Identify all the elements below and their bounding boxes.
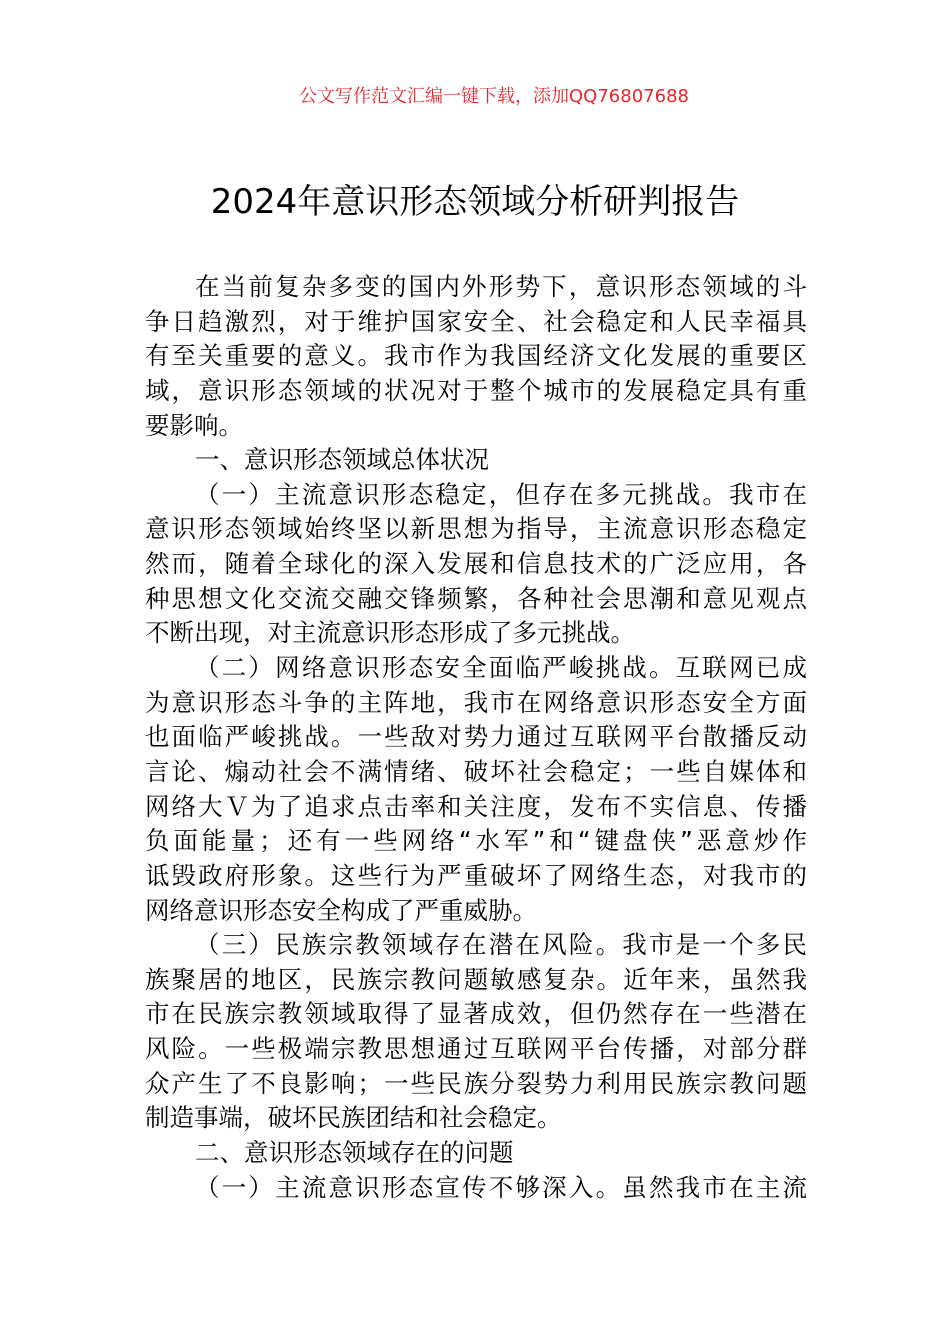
text-line: 有至关重要的意义。我市作为我国经济文化发展的重要区 — [145, 341, 807, 371]
paragraph-1-2 — [145, 651, 807, 928]
text-line: 不断出现，对主流意识形态形成了多元挑战。 — [145, 618, 635, 648]
text-line: 言论、煽动社会不满情绪、破坏社会稳定；一些自媒体和 — [145, 756, 807, 786]
paragraph-2-1 — [145, 1171, 807, 1206]
text-line: （一）主流意识形态稳定，但存在多元挑战。我市在 — [195, 479, 807, 509]
text-line: 网络意识形态安全构成了严重威胁。 — [145, 895, 537, 925]
document-body — [145, 270, 807, 1205]
paragraph-intro — [145, 270, 807, 443]
text-line: 网络大Ｖ为了追求点击率和关注度，发布不实信息、传播 — [145, 791, 807, 821]
paragraph-1-1 — [145, 478, 807, 651]
text-line: 负面能量；还有一些网络“水军”和“键盘侠”恶意炒作 — [145, 826, 807, 856]
text-line: 诋毁政府形象。这些行为严重破坏了网络生态，对我市的 — [145, 860, 807, 890]
text-line: （二）网络意识形态安全面临严峻挑战。互联网已成 — [195, 653, 807, 683]
section-heading-1: 一、意识形态领域总体状况 — [195, 445, 489, 475]
text-line: 然而，随着全球化的深入发展和信息技术的广泛应用，各 — [145, 549, 807, 579]
watermark-banner: 公文写作范文汇编一键下载，添加QQ76807688 — [299, 86, 689, 107]
text-line: 也面临严峻挑战。一些敌对势力通过互联网平台散播反动 — [145, 722, 807, 752]
text-line: 在当前复杂多变的国内外形势下，意识形态领域的斗 — [195, 272, 807, 301]
text-line: 众产生了不良影响；一些民族分裂势力利用民族宗教问题 — [145, 1068, 807, 1098]
text-line: （一）主流意识形态宣传不够深入。虽然我市在主流 — [195, 1172, 807, 1202]
text-line: 为意识形态斗争的主阵地，我市在网络意识形态安全方面 — [145, 687, 807, 717]
text-line: 制造事端，破坏民族团结和社会稳定。 — [145, 1103, 562, 1133]
section-heading-2: 二、意识形态领域存在的问题 — [195, 1138, 514, 1168]
document-title: 2024年意识形态领域分析研判报告 — [210, 182, 740, 222]
text-line: 风险。一些极端宗教思想通过互联网平台传播，对部分群 — [145, 1034, 807, 1064]
text-line: （三）民族宗教领域存在潜在风险。我市是一个多民 — [195, 930, 807, 960]
paragraph-1-3 — [145, 928, 807, 1136]
text-line: 域，意识形态领域的状况对于整个城市的发展稳定具有重 — [145, 375, 807, 405]
text-line: 族聚居的地区，民族宗教问题敏感复杂。近年来，虽然我 — [145, 964, 807, 994]
text-line: 争日趋激烈，对于维护国家安全、社会稳定和人民幸福具 — [145, 306, 807, 336]
text-line: 意识形态领域始终坚以新思想为指导，主流意识形态稳定 — [145, 514, 807, 544]
text-line: 种思想文化交流交融交锋频繁，各种社会思潮和意见观点 — [145, 583, 807, 613]
text-line: 市在民族宗教领域取得了显著成效，但仍然存在一些潜在 — [145, 999, 807, 1029]
text-line: 要影响。 — [145, 410, 243, 440]
